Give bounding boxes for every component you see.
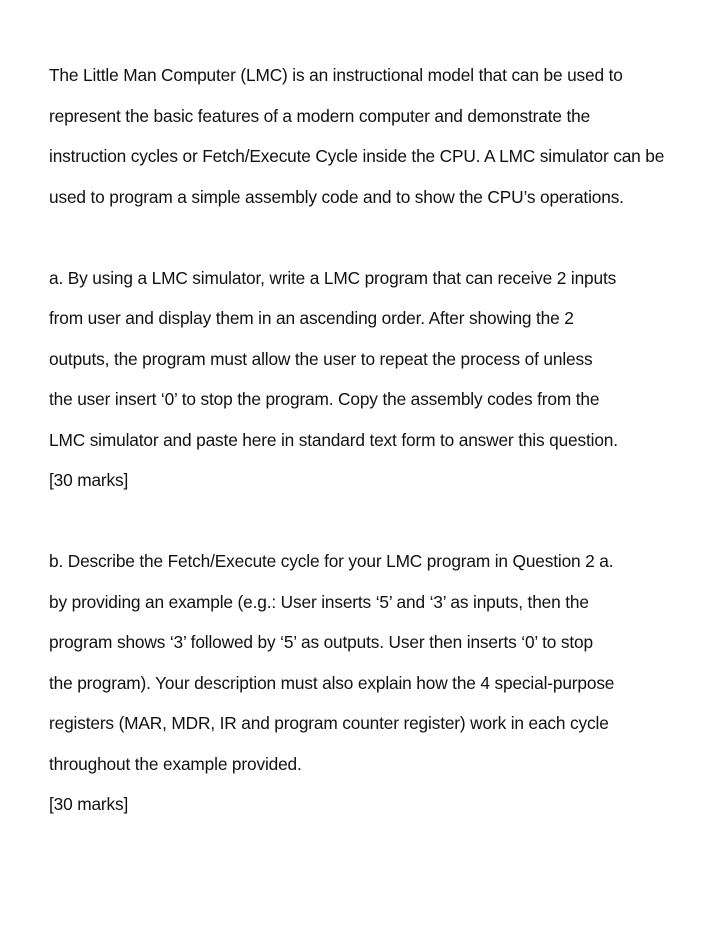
question-a-line-2: from user and display them in an ascending order. After showing the 2 [49,308,574,328]
intro-line-1: The Little Man Computer (LMC) is an instructional model that can be used to [49,65,623,85]
question-b-line-6: throughout the example provided. [49,754,302,774]
question-a-line-5: LMC simulator and paste here in standard text form to answer this question. [49,430,618,450]
question-b-line-4: the program). Your description must also explain how the 4 special-purpose [49,673,615,693]
intro-line-2: represent the basic features of a modern computer and demonstrate the [49,106,591,126]
question-b-line-3: program shows ‘3’ followed by ‘5’ as outputs. User then inserts ‘0’ to stop [49,632,593,652]
question-b-line-5: registers (MAR, MDR, IR and program counter register) work in each cycle [49,713,609,733]
question-b-line-2: by providing an example (e.g.: User inserts ‘5’ and ‘3’ as inputs, then the [49,592,589,612]
intro-line-3: instruction cycles or Fetch/Execute Cycle inside the CPU. A LMC simulator can be [49,146,665,166]
question-a-line-3: outputs, the program must allow the user to repeat the process of unless [49,349,593,369]
question-a-line-1: a. By using a LMC simulator, write a LMC program that can receive 2 inputs [49,268,617,288]
intro-line-4: used to program a simple assembly code and to show the CPU’s operations. [49,187,624,207]
question-b-marks: [30 marks] [49,794,129,814]
question-b-line-1: b. Describe the Fetch/Execute cycle for your LMC program in Question 2 a. [49,551,614,571]
question-a-line-4: the user insert ‘0’ to stop the program. Copy the assembly codes from the [49,389,600,409]
question-a-marks: [30 marks] [49,470,129,490]
